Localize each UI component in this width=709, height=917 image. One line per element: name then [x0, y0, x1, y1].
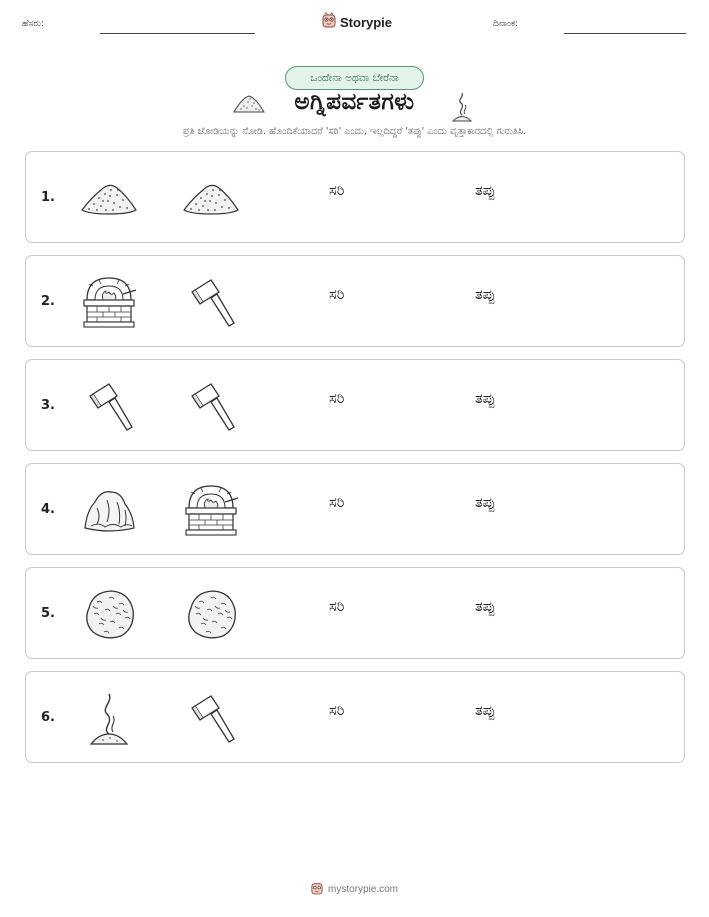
answer-true-option[interactable]: ಸರಿ — [329, 495, 345, 511]
smoke-icon — [79, 688, 139, 748]
answer-true-option[interactable]: ಸರಿ — [329, 391, 345, 407]
smoke-icon — [451, 91, 473, 127]
date-field-line — [564, 33, 686, 34]
question-number: 4. — [41, 502, 55, 517]
volcanic-rock-icon — [79, 584, 139, 644]
question-row — [25, 359, 685, 451]
question-number: 3. — [41, 398, 55, 413]
answer-true-option[interactable]: ಸರಿ — [329, 703, 345, 719]
ash-pile-icon — [181, 168, 241, 228]
answer-true-option[interactable]: ಸರಿ — [329, 287, 345, 303]
volcanic-rock-icon — [181, 584, 241, 644]
instructions: ಪ್ರತಿ ಜೋಡಿಯನ್ನು ನೋಡಿ. ಹೊಂದಿಕೆಯಾದರೆ 'ಸರಿ' ಎಂದು, ಇಲ್ಲದಿದ್ದರೆ 'ತಪ್ಪು' ಎಂದು ವೃತ್ತಾಕಾರದಲ್ಲಿ ಗುರುತಿಸಿ. — [182, 126, 527, 137]
page-footer — [0, 880, 709, 898]
question-row — [25, 463, 685, 555]
ash-pile-icon — [79, 168, 139, 228]
answer-false-option[interactable]: ತಪ್ಪು — [475, 391, 496, 407]
question-row — [25, 255, 685, 347]
name-field-line — [100, 33, 255, 34]
brand-name: Storypie — [340, 14, 393, 30]
storypie-mascot-icon — [322, 12, 336, 32]
brand-logo — [322, 13, 392, 31]
hammer-icon — [79, 376, 139, 436]
answer-false-option[interactable]: ತಪ್ಪು — [475, 183, 496, 199]
hammer-icon — [181, 272, 241, 332]
storypie-mascot-icon — [311, 880, 323, 899]
page-title: ಅಗ್ನಿಪರ್ವತಗಳು — [294, 89, 415, 115]
furnace-icon — [181, 480, 241, 540]
date-label: ದಿನಾಂಕ: — [493, 19, 519, 29]
question-row — [25, 671, 685, 763]
question-number: 2. — [41, 294, 55, 309]
name-label: ಹೆಸರು: — [22, 19, 45, 29]
answer-false-option[interactable]: ತಪ್ಪು — [475, 703, 496, 719]
footer-site: mystorypie.com — [327, 883, 398, 895]
worksheet-type-badge: ಒಂದೇನಾ ಅಥವಾ ಬೇರೆನಾ — [285, 66, 424, 90]
hammer-icon — [181, 688, 241, 748]
answer-false-option[interactable]: ತಪ್ಪು — [475, 287, 496, 303]
answer-true-option[interactable]: ಸರಿ — [329, 599, 345, 615]
question-row — [25, 567, 685, 659]
answer-false-option[interactable]: ತಪ್ಪು — [475, 495, 496, 511]
hammer-icon — [181, 376, 241, 436]
question-number: 5. — [41, 606, 55, 621]
question-number: 1. — [41, 190, 55, 205]
answer-false-option[interactable]: ತಪ್ಪು — [475, 599, 496, 615]
page-header — [0, 0, 709, 50]
title-row — [0, 88, 709, 122]
answer-true-option[interactable]: ಸರಿ — [329, 183, 345, 199]
lava-mound-icon — [79, 480, 139, 540]
question-number: 6. — [41, 710, 55, 725]
question-list — [25, 151, 685, 775]
question-row — [25, 151, 685, 243]
furnace-icon — [79, 272, 139, 332]
